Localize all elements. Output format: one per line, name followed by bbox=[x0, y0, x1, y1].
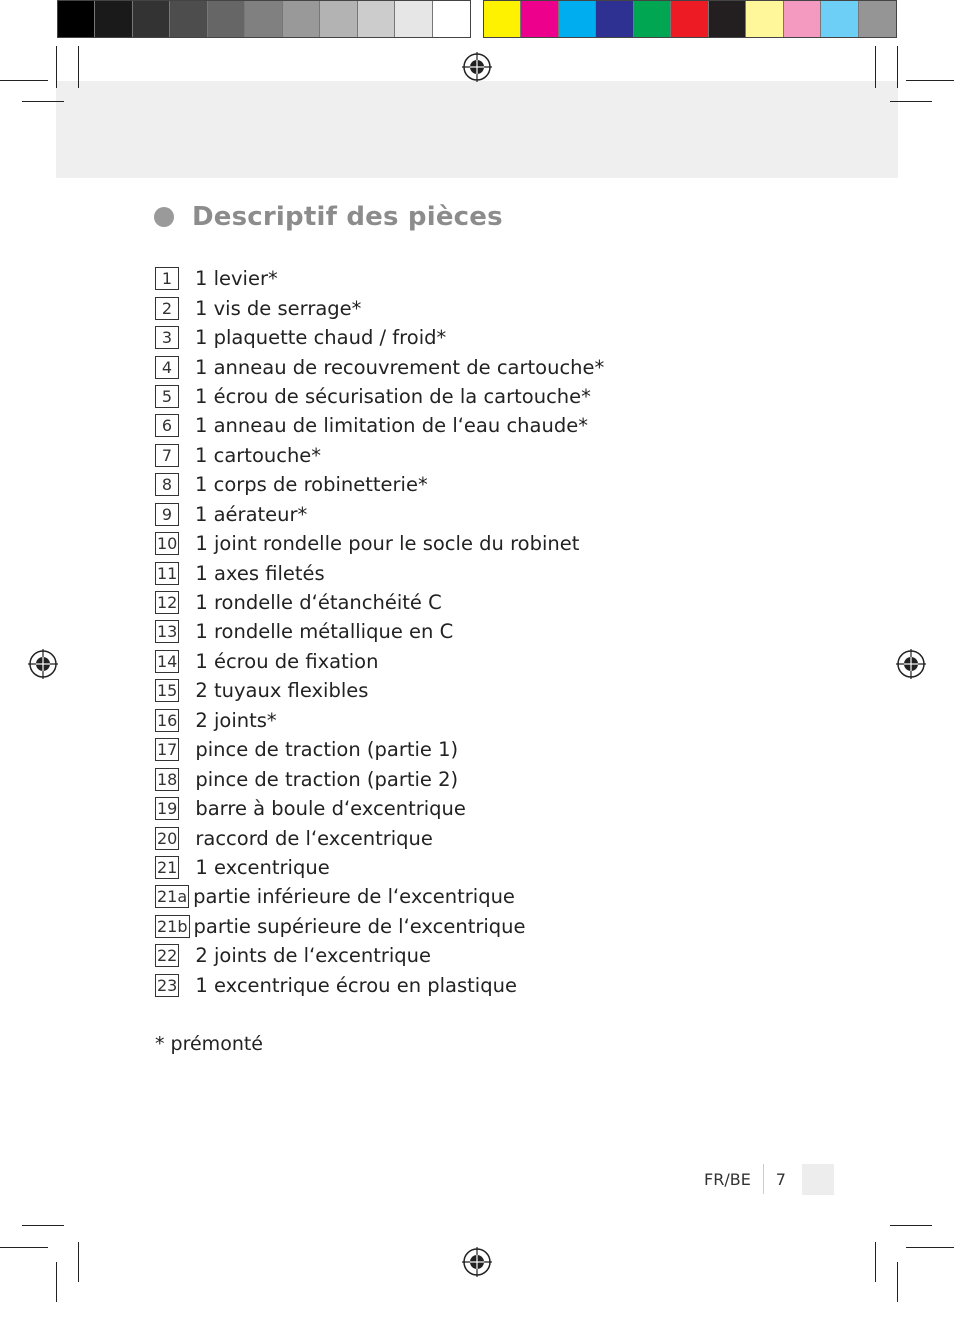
footnote: * prémonté bbox=[155, 1033, 263, 1055]
list-item bbox=[155, 529, 604, 558]
part-label: pince de traction (partie 1) bbox=[195, 738, 459, 762]
list-item bbox=[155, 823, 604, 852]
list-item bbox=[155, 293, 604, 322]
part-label: 2 tuyaux flexibles bbox=[195, 679, 369, 703]
part-number-box: 22 bbox=[157, 946, 178, 966]
color-swatch bbox=[746, 1, 783, 37]
crop-mark bbox=[890, 1225, 932, 1226]
list-item bbox=[155, 853, 604, 882]
part-label: partie inférieure de l‘excentrique bbox=[193, 885, 515, 909]
part-number-box: 11 bbox=[157, 563, 178, 583]
color-swatch bbox=[709, 1, 746, 37]
color-swatch bbox=[320, 1, 357, 37]
part-number-box: 15 bbox=[157, 681, 178, 701]
color-swatch bbox=[821, 1, 858, 37]
page-number: 7 bbox=[775, 1169, 786, 1189]
crop-mark bbox=[22, 1225, 64, 1226]
list-item bbox=[155, 323, 604, 352]
part-number-box: 7 bbox=[155, 444, 179, 467]
part-label: 1 rondelle métallique en C bbox=[195, 620, 454, 644]
crop-mark bbox=[875, 46, 876, 88]
part-number-box: 18 bbox=[157, 769, 178, 789]
part-label: 1 rondelle d‘étanchéité C bbox=[195, 591, 442, 615]
part-number-box: 17 bbox=[157, 740, 178, 760]
part-label: 1 écrou de fixation bbox=[195, 649, 379, 673]
registration-mark-icon bbox=[896, 649, 926, 679]
list-item bbox=[155, 764, 604, 793]
part-number-box: 1 bbox=[155, 267, 179, 290]
footer-tab-box bbox=[802, 1164, 834, 1195]
crop-mark bbox=[78, 1242, 79, 1282]
part-label: 1 anneau de recouvrement de cartouche* bbox=[195, 355, 605, 379]
part-number-box: 4 bbox=[155, 356, 179, 379]
list-item bbox=[155, 352, 604, 381]
list-item bbox=[155, 647, 604, 676]
part-label: 1 excentrique bbox=[195, 855, 330, 879]
part-number-box: 14 bbox=[157, 651, 178, 671]
part-label: 1 anneau de limitation de l‘eau chaude* bbox=[195, 414, 588, 438]
color-swatch bbox=[170, 1, 207, 37]
color-swatch bbox=[58, 1, 95, 37]
color-swatch bbox=[521, 1, 558, 37]
part-label: 1 aérateur* bbox=[195, 502, 308, 526]
parts-list bbox=[155, 264, 604, 1000]
list-item bbox=[155, 558, 604, 587]
part-number-box: 5 bbox=[155, 385, 179, 408]
crop-mark bbox=[875, 1242, 876, 1282]
header-band bbox=[56, 81, 898, 178]
crop-mark bbox=[906, 80, 954, 81]
part-label: 1 axes filetés bbox=[195, 561, 325, 585]
color-swatch bbox=[208, 1, 245, 37]
part-number-box: 3 bbox=[155, 326, 179, 349]
part-label: 1 joint rondelle pour le socle du robinet bbox=[195, 532, 580, 556]
crop-mark bbox=[897, 1262, 898, 1302]
part-label: 1 cartouche* bbox=[195, 443, 322, 467]
part-number-box: 21b bbox=[157, 916, 188, 936]
part-label: barre à boule d‘excentrique bbox=[195, 797, 466, 821]
language-code: FR/BE bbox=[704, 1169, 751, 1189]
part-number-box: 9 bbox=[155, 503, 179, 526]
part-label: 1 corps de robinetterie* bbox=[195, 473, 428, 497]
color-swatch bbox=[634, 1, 671, 37]
part-label: 1 vis de serrage* bbox=[195, 296, 362, 320]
part-number-box: 10 bbox=[157, 534, 178, 554]
part-label: raccord de l‘excentrique bbox=[195, 826, 433, 850]
part-number-box: 8 bbox=[155, 473, 179, 496]
crop-mark bbox=[897, 46, 898, 88]
crop-mark bbox=[22, 101, 64, 102]
registration-mark-icon bbox=[28, 649, 58, 679]
part-label: 1 excentrique écrou en plastique bbox=[195, 973, 517, 997]
part-number-box: 13 bbox=[157, 622, 178, 642]
list-item bbox=[155, 882, 604, 911]
part-label: partie supérieure de l‘excentrique bbox=[193, 914, 526, 938]
list-item bbox=[155, 470, 604, 499]
color-swatch bbox=[784, 1, 821, 37]
section-heading bbox=[154, 202, 503, 232]
part-label: 2 joints de l‘excentrique bbox=[195, 944, 432, 968]
part-number-box: 2 bbox=[155, 297, 179, 320]
page-footer bbox=[704, 1163, 834, 1195]
list-item bbox=[155, 264, 604, 293]
color-swatch bbox=[395, 1, 432, 37]
color-swatch bbox=[245, 1, 282, 37]
color-swatch bbox=[484, 1, 521, 37]
crop-mark bbox=[0, 1247, 48, 1248]
list-item bbox=[155, 411, 604, 440]
color-swatch bbox=[95, 1, 132, 37]
part-number-box: 21a bbox=[157, 887, 188, 907]
list-item bbox=[155, 382, 604, 411]
part-number-box: 19 bbox=[157, 799, 178, 819]
list-item bbox=[155, 617, 604, 646]
part-number-box: 6 bbox=[155, 414, 179, 437]
part-number-box: 20 bbox=[157, 828, 178, 848]
color-swatch bbox=[559, 1, 596, 37]
part-number-box: 21 bbox=[157, 857, 178, 877]
list-item bbox=[155, 941, 604, 970]
registration-mark-icon bbox=[462, 1247, 492, 1277]
list-item bbox=[155, 735, 604, 764]
bullet-dot-icon bbox=[154, 207, 174, 227]
part-label: 2 joints* bbox=[195, 708, 277, 732]
color-swatch bbox=[671, 1, 708, 37]
crop-mark bbox=[0, 80, 48, 81]
section-title: Descriptif des pièces bbox=[192, 202, 503, 232]
list-item bbox=[155, 706, 604, 735]
part-number-box: 12 bbox=[157, 593, 178, 613]
part-number-box: 23 bbox=[157, 975, 178, 995]
part-label: 1 levier* bbox=[195, 267, 278, 291]
color-swatch bbox=[596, 1, 633, 37]
list-item bbox=[155, 971, 604, 1000]
process-color-bar bbox=[483, 0, 897, 38]
list-item bbox=[155, 912, 604, 941]
color-swatch bbox=[433, 1, 470, 37]
crop-mark bbox=[56, 46, 57, 88]
color-swatch bbox=[358, 1, 395, 37]
part-label: pince de traction (partie 2) bbox=[195, 767, 459, 791]
registration-mark-icon bbox=[462, 52, 492, 82]
list-item bbox=[155, 588, 604, 617]
color-swatch bbox=[133, 1, 170, 37]
crop-mark bbox=[78, 46, 79, 88]
part-number-box: 16 bbox=[157, 710, 178, 730]
list-item bbox=[155, 676, 604, 705]
crop-mark bbox=[890, 101, 932, 102]
part-label: 1 plaquette chaud / froid* bbox=[195, 326, 447, 350]
footer-divider bbox=[763, 1164, 764, 1194]
color-swatch bbox=[283, 1, 320, 37]
list-item bbox=[155, 794, 604, 823]
color-swatch bbox=[859, 1, 896, 37]
grayscale-color-bar bbox=[57, 0, 471, 38]
part-label: 1 écrou de sécurisation de la cartouche* bbox=[195, 384, 591, 408]
list-item bbox=[155, 500, 604, 529]
crop-mark bbox=[906, 1247, 954, 1248]
crop-mark bbox=[56, 1262, 57, 1302]
list-item bbox=[155, 441, 604, 470]
